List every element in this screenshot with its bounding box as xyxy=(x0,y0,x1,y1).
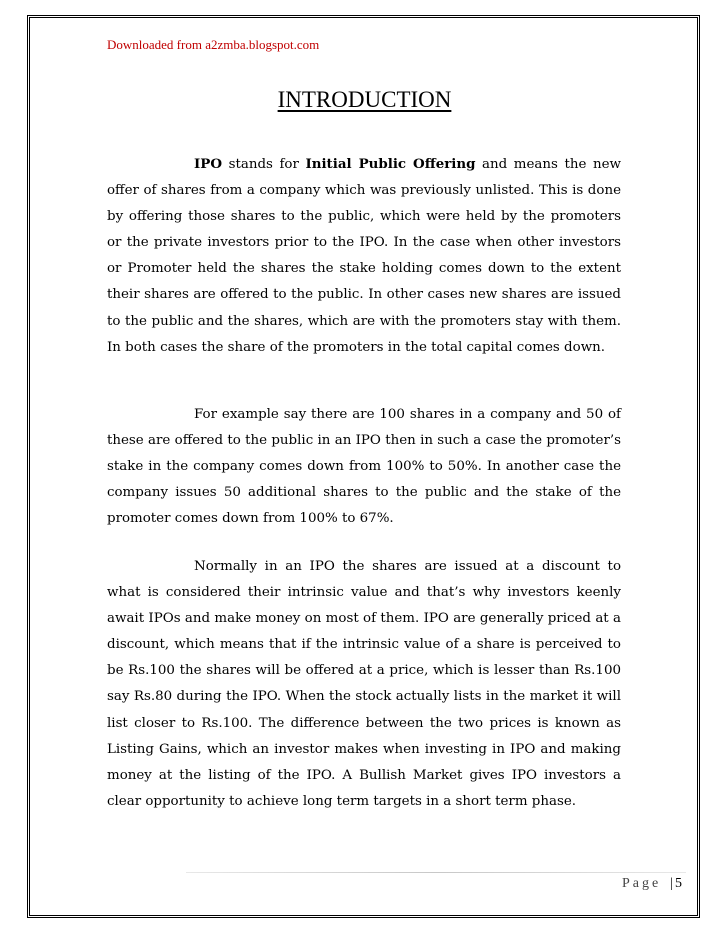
paragraph-1-text-b: and means the new offer of shares from a company which was previously unlisted. This is done by offering those shares to the public, which were held by the promoters or the private investors prior to the IPO. In the case when other investors or Promoter held the shares the stake holding comes down to the extent their shares are offered to the public. In other cases new shares are issued to the public and the shares, which are with the promoters stay with them. In both cases the share of the promoters in the total capital comes down. xyxy=(107,157,622,355)
term-initial-public-offering: Initial Public Offering xyxy=(305,156,476,172)
paragraph-2-text: For example say there are 100 shares in a company and 50 of these are offered to the public in an IPO then in such a case the promoter’s stake in the company comes down from 100% to 50%. In another case the company issues 50 additional shares to the public and the stake of the promoter comes down from 100% to 67%. xyxy=(107,407,621,527)
paragraph-1 xyxy=(107,151,621,361)
paragraph-3 xyxy=(107,554,621,815)
title-text: INTRODUCTION xyxy=(277,87,452,112)
paragraph-3-text: Normally in an IPO the shares are issued at a discount to what is considered their intrinsic value and that’s why investors keenly await IPOs and make money on most of them. IPO are generally priced at a discount, which means that if the intrinsic value of a share is perceived to be Rs.100 the shares will be offered at a price, which is lesser than Rs.100 say Rs.80 during the IPO. When the stock actually lists in the market it will list closer to Rs.100. The difference between the two prices is known as Listing Gains, which an investor makes when investing in IPO and making money at the listing of the IPO. A Bullish Market gives IPO investors a clear opportunity to achieve long term targets in a short term phase. xyxy=(107,559,621,809)
page-title xyxy=(0,87,728,113)
paragraph-1-text-a: stands for xyxy=(222,157,306,172)
page-label: Page xyxy=(622,876,662,891)
paragraph-2 xyxy=(107,402,621,532)
term-ipo: IPO xyxy=(194,156,222,172)
source-watermark: Downloaded from a2zmba.blogspot.com xyxy=(107,37,320,52)
page-number: 5 xyxy=(675,876,682,891)
page-separator: | xyxy=(670,876,673,891)
footer-rule xyxy=(186,872,686,873)
